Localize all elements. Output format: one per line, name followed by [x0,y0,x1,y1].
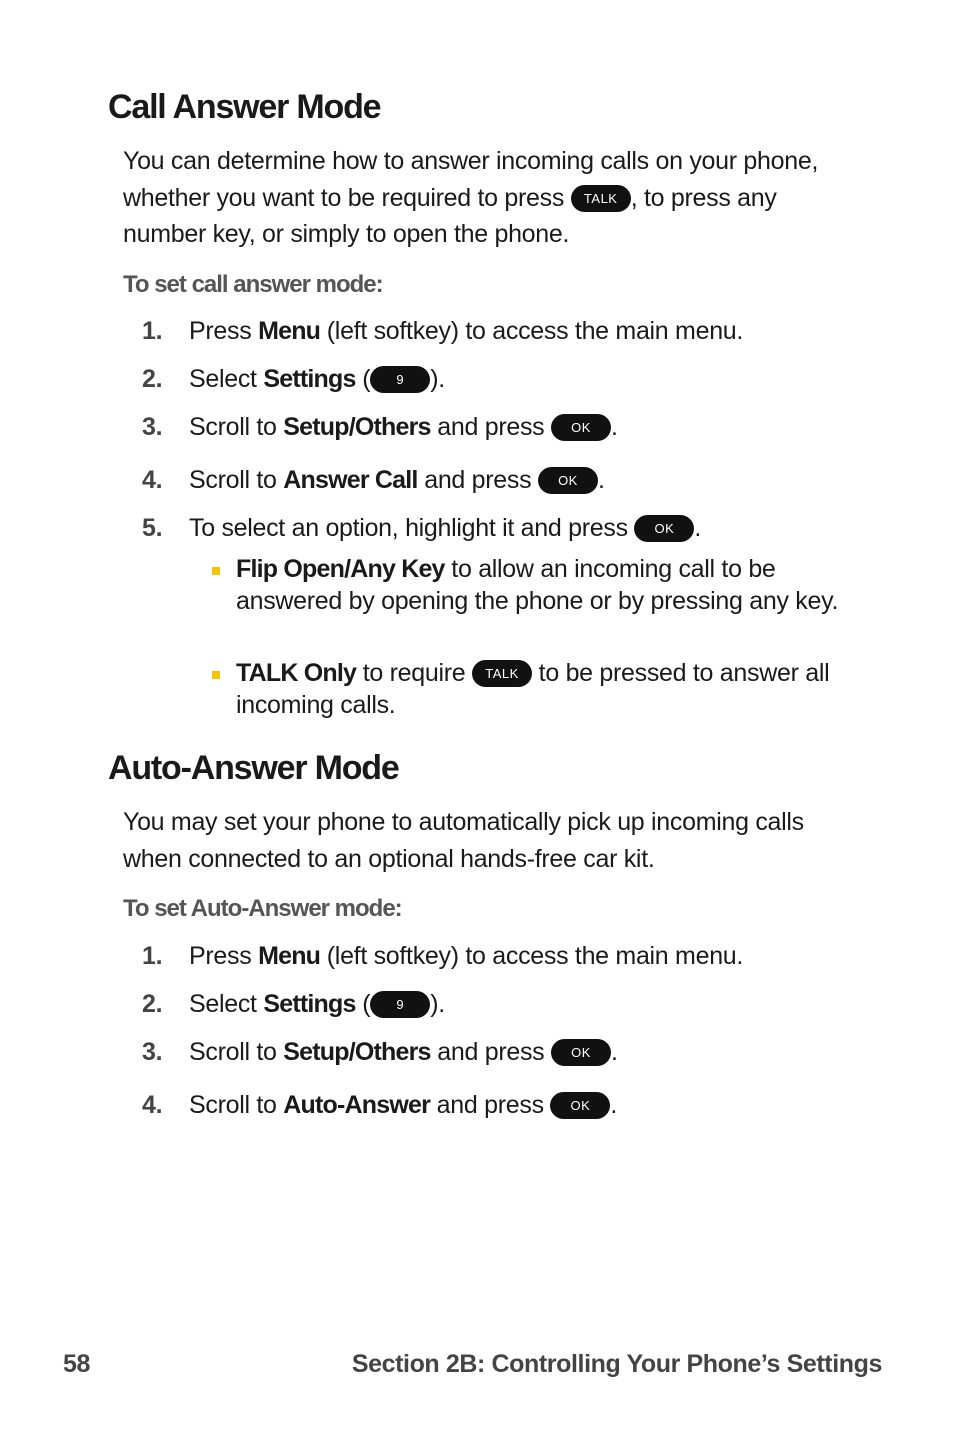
bullet-square-icon [212,567,220,575]
page-number: 58 [63,1350,91,1378]
ok-key-icon: OK [550,1092,610,1119]
auto-step-3: 3. Scroll to Setup/Others and press OK . [142,1038,618,1066]
ok-key-icon: OK [634,515,694,542]
bullet-flip-open: Flip Open/Any Key to allow an incoming call to be answered by opening the phone or by pressing any key. [236,555,839,615]
intro-paragraph [123,143,843,253]
nine-key-icon: 9 [370,991,430,1018]
step-3: 3. Scroll to Setup/Others and press OK . [142,413,618,441]
subheading-auto: To set Auto-Answer mode: [123,895,402,922]
section-title-auto-answer-mode: Auto-Answer Mode [108,749,399,787]
intro-paragraph-auto: You may set your phone to automatically pick up incoming calls when connected to an optional hands-free car kit. [123,808,804,873]
intro-text-part2: , to press any number key, or simply to open the phone. [123,183,777,248]
ok-key-icon: OK [538,467,598,494]
step-2: 2. Select Settings ( 9 ). [142,365,445,393]
nine-key-icon: 9 [370,366,430,393]
auto-step-2: 2. Select Settings ( 9 ). [142,990,445,1018]
bullet-talk-only: TALK Only to require TALK to be pressed to answer all incoming calls. [236,659,830,719]
intro-text-part1: You can determine how to answer incoming calls on your phone, whether you want to be required to press [123,147,819,212]
auto-step-4: 4. Scroll to Auto-Answer and press OK . [142,1091,618,1119]
step-4: 4. Scroll to Answer Call and press OK . [142,466,605,494]
talk-key-icon: TALK [472,660,532,687]
bullet-square-icon [212,671,220,679]
ok-key-icon: OK [551,414,611,441]
auto-step-1: 1. Press Menu (left softkey) to access the main menu. [142,942,744,970]
step-1: 1. Press Menu (left softkey) to access the main menu. [142,317,744,345]
talk-key-icon: TALK [571,185,631,212]
step-5: 5. To select an option, highlight it and press OK . [142,514,702,542]
subheading: To set call answer mode: [123,271,383,298]
ok-key-icon: OK [551,1039,611,1066]
section-title-call-answer-mode: Call Answer Mode [108,88,381,126]
footer-section-title: Section 2B: Controlling Your Phone’s Settings [351,1350,882,1378]
